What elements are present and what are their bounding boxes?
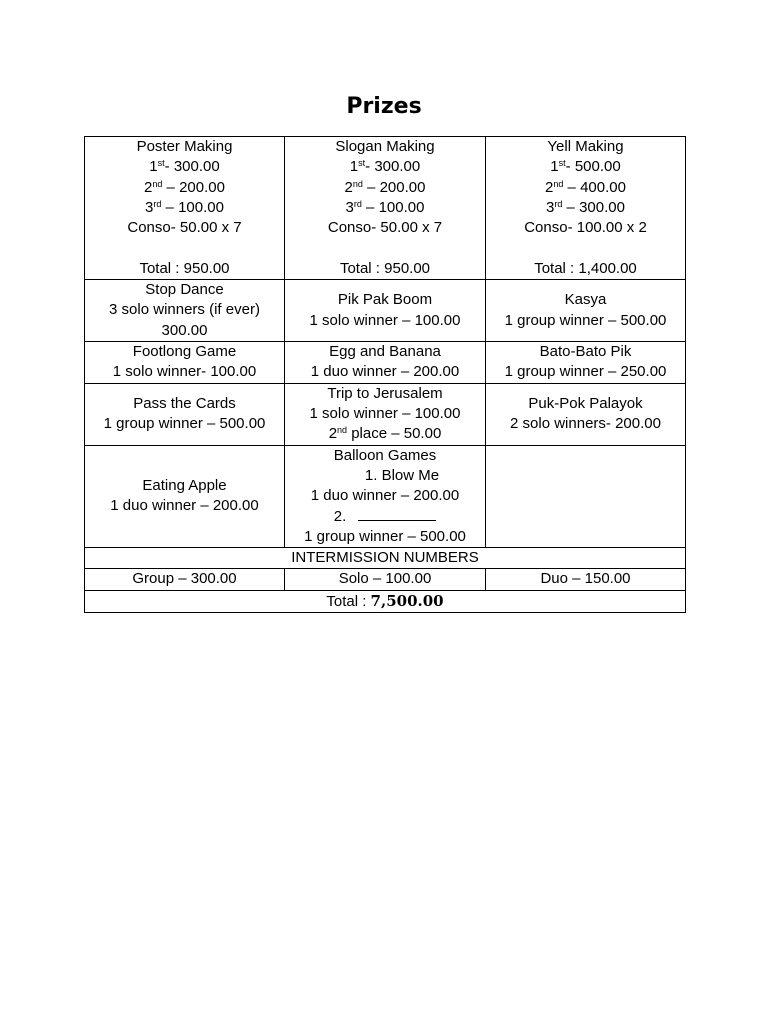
cell-bato-bato-pik: Bato-Bato Pik 1 group winner – 250.00 bbox=[486, 342, 686, 384]
page-title: Prizes bbox=[346, 94, 422, 119]
cell-poster-making: Poster Making 1st- 300.00 2nd – 200.00 3rd – 100.00 Conso- 50.00 x 7 Total : 950.00 bbox=[85, 137, 285, 280]
grand-total-value: 7,500.00 bbox=[370, 591, 444, 610]
cell-yell-making: Yell Making 1st- 500.00 2nd – 400.00 3rd – 300.00 Conso- 100.00 x 2 Total : 1,400.00 bbox=[486, 137, 686, 280]
blank-underline bbox=[358, 507, 436, 521]
table-row bbox=[85, 445, 686, 547]
table-row bbox=[85, 342, 686, 384]
cell-stop-dance: Stop Dance 3 solo winners (if ever) 300.00 bbox=[85, 280, 285, 342]
cell-slogan-making: Slogan Making 1st- 300.00 2nd – 200.00 3rd – 100.00 Conso- 50.00 x 7 Total : 950.00 bbox=[285, 137, 486, 280]
cell-intermission-duo: Duo – 150.00 bbox=[486, 569, 686, 590]
cell-pik-pak-boom: Pik Pak Boom 1 solo winner – 100.00 bbox=[285, 280, 486, 342]
cell-trip-to-jerusalem: Trip to Jerusalem 1 solo winner – 100.00 2nd place – 50.00 bbox=[285, 383, 486, 445]
prizes-table bbox=[84, 136, 686, 613]
grand-total-label: Total : bbox=[326, 592, 371, 610]
table-row bbox=[85, 280, 686, 342]
table-row bbox=[85, 590, 686, 612]
table-row bbox=[85, 548, 686, 569]
cell-intermission-solo: Solo – 100.00 bbox=[285, 569, 486, 590]
cell-kasya: Kasya 1 group winner – 500.00 bbox=[486, 280, 686, 342]
grand-total bbox=[85, 590, 686, 612]
cell-footlong-game: Footlong Game 1 solo winner- 100.00 bbox=[85, 342, 285, 384]
cell-balloon-games: Balloon Games 1. Blow Me 1 duo winner – 200.00 2. 1 group winner – 500.00 bbox=[285, 445, 486, 547]
table-row bbox=[85, 137, 686, 280]
cell-empty bbox=[486, 445, 686, 547]
intermission-header: INTERMISSION NUMBERS bbox=[85, 548, 686, 569]
cell-pass-the-cards: Pass the Cards 1 group winner – 500.00 bbox=[85, 383, 285, 445]
table-row bbox=[85, 383, 686, 445]
table-row bbox=[85, 569, 686, 590]
cell-intermission-group: Group – 300.00 bbox=[85, 569, 285, 590]
cell-puk-pok-palayok: Puk-Pok Palayok 2 solo winners- 200.00 bbox=[486, 383, 686, 445]
cell-eating-apple: Eating Apple 1 duo winner – 200.00 bbox=[85, 445, 285, 547]
cell-egg-and-banana: Egg and Banana 1 duo winner – 200.00 bbox=[285, 342, 486, 384]
